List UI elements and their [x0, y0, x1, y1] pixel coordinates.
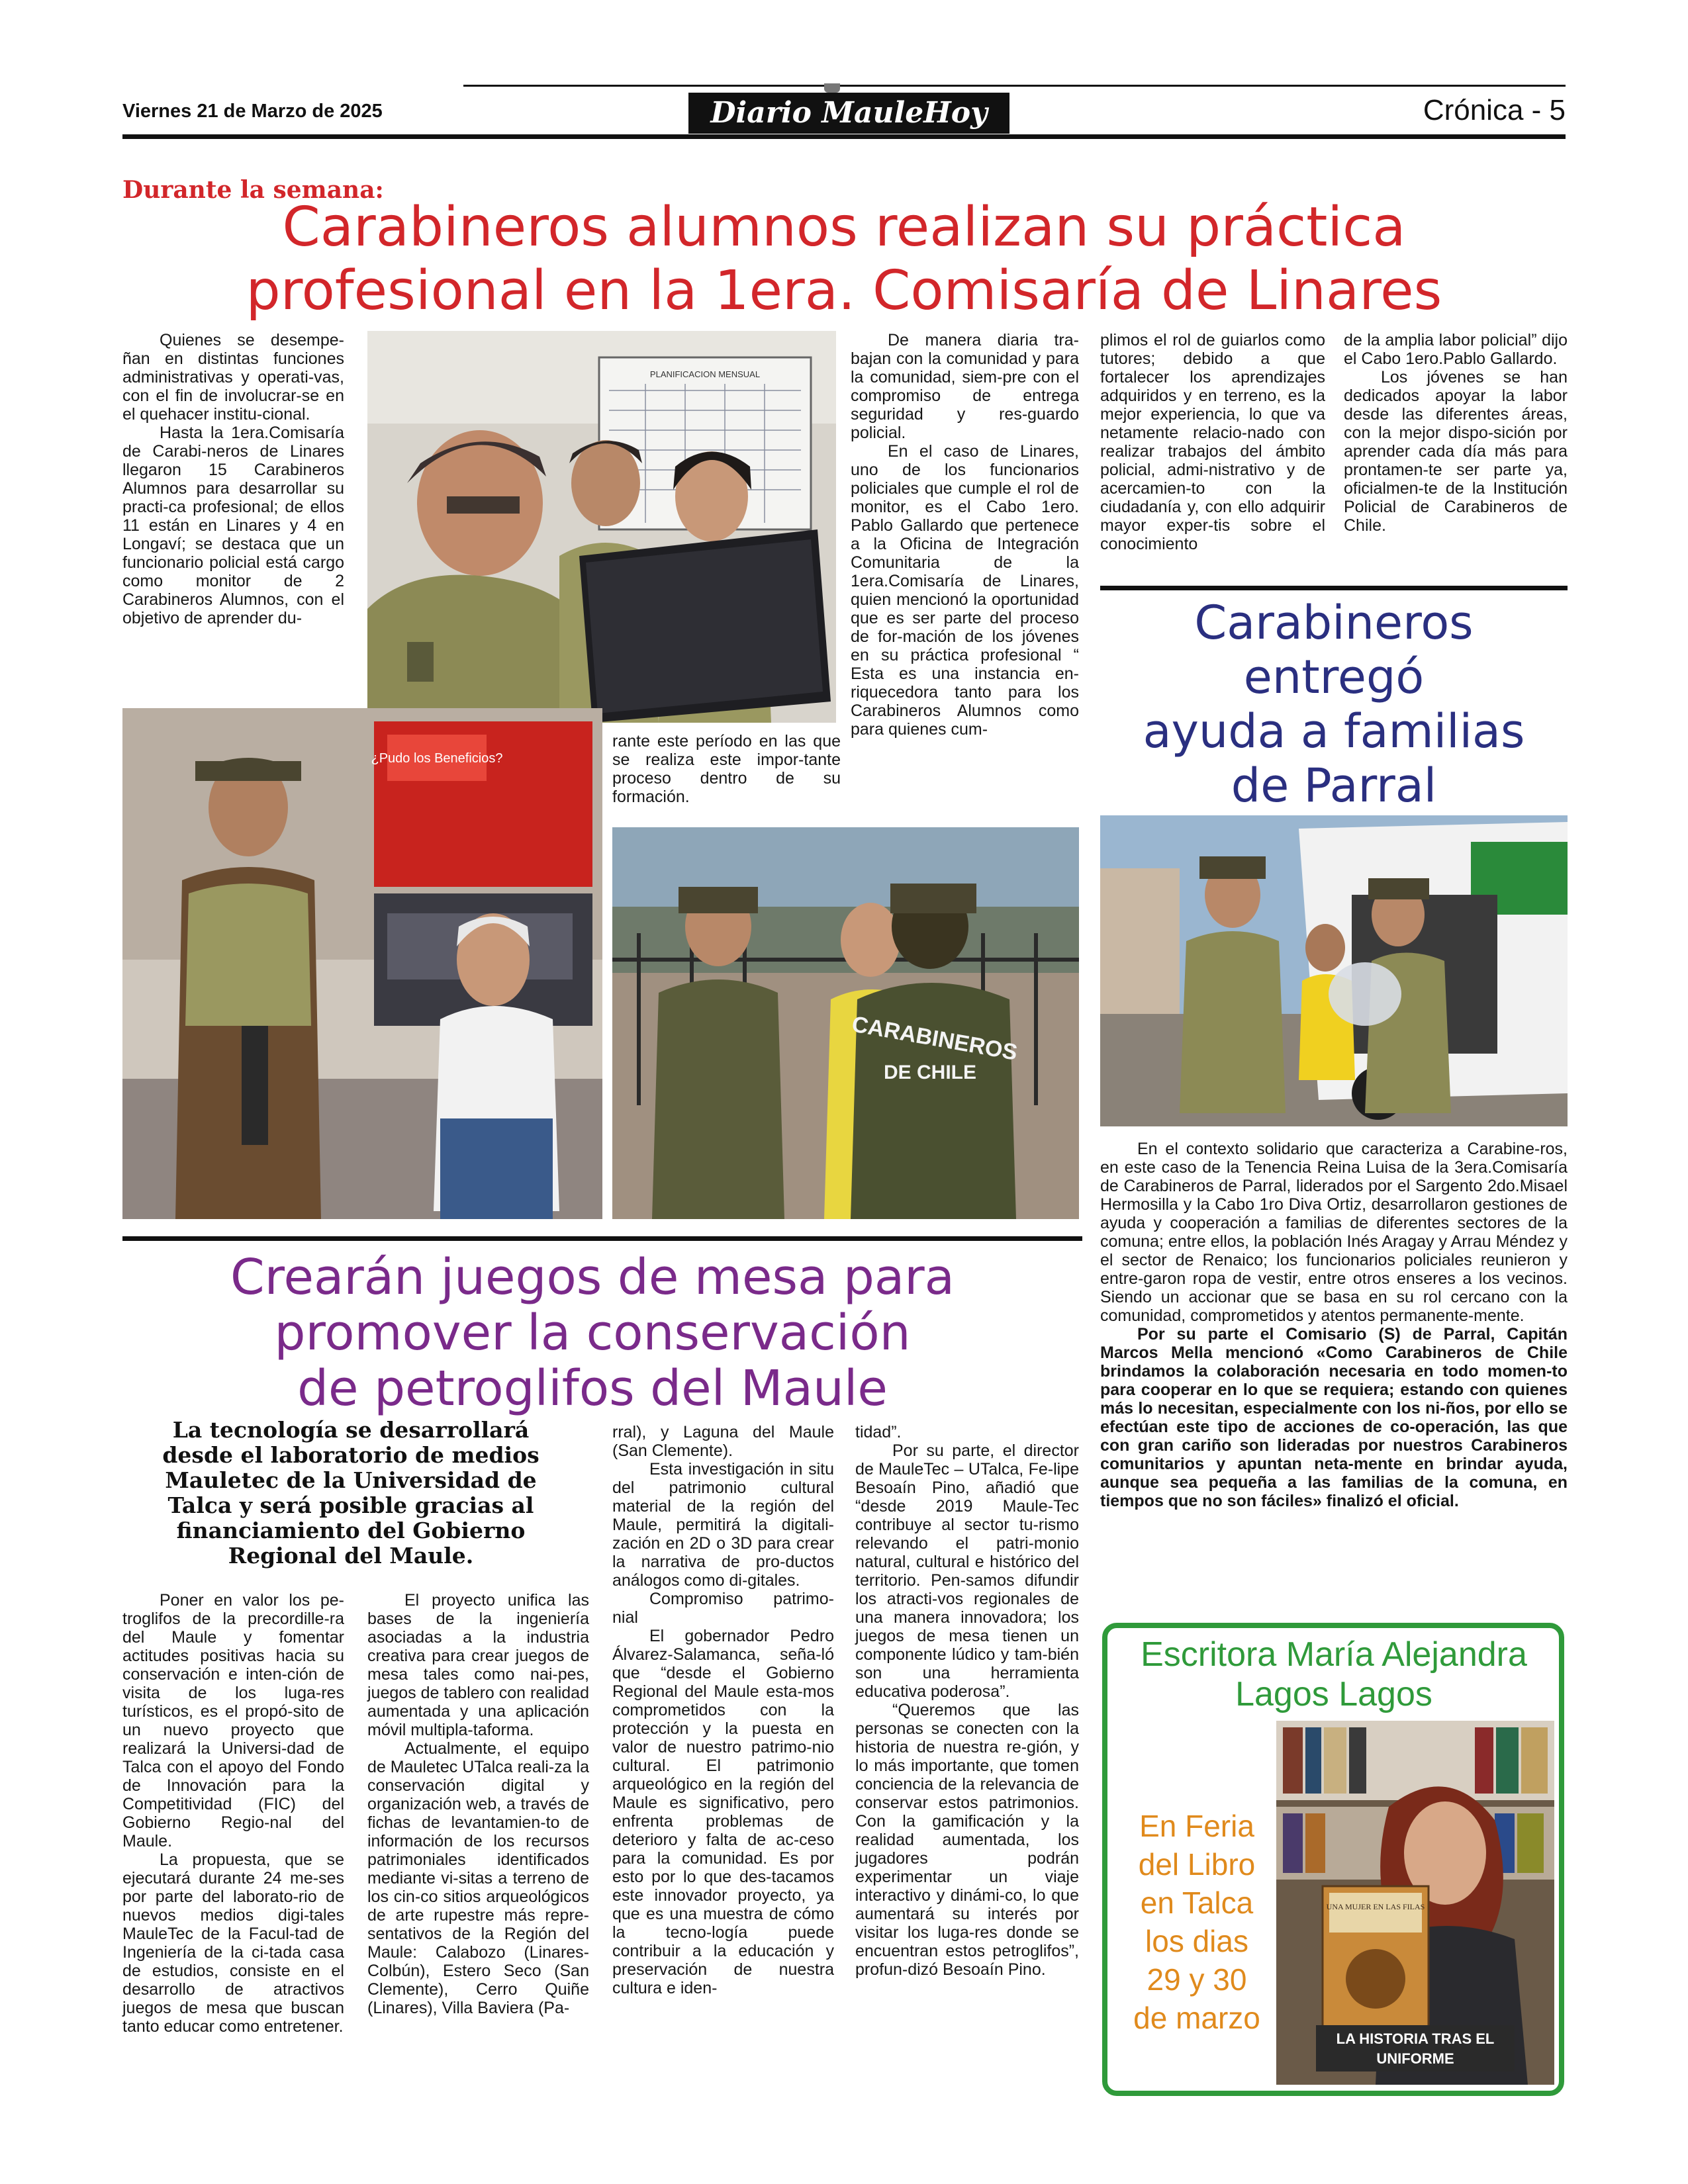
article1-column-4: [1100, 331, 1325, 553]
article3-title-line1: Crearán juegos de mesa para: [230, 1249, 955, 1306]
photo1-board-text: PLANIFICACION MENSUAL: [649, 369, 761, 379]
promo-line: en Talca: [1140, 1886, 1254, 1920]
article3-title: [122, 1250, 1062, 1416]
promo-title-line1: Escritora María Alejandra: [1141, 1635, 1527, 1674]
masthead-bottom-rule: [122, 134, 1566, 139]
paragraph: “Queremos que las personas se conecten con la historia de nuestra re-gión, y lo más importante, que tomen conciencia de la relevancia de conservar estos patrimonios. Con la gamificación y la realidad aumentada, los jugadores podrán experimentar un viaje interactivo y dinámi-co, lo que aumentará su interés por visitar los luga-res donde se encuentran estos petroglifos”, profun-dizó Besoaín Pino.: [855, 1701, 1079, 1979]
article2-title-line2: entregó: [1243, 650, 1425, 704]
article3-column-1: [122, 1591, 344, 2036]
photo-bank-visit: [122, 708, 602, 1219]
article2-title-line3: ayuda a familias: [1143, 704, 1525, 758]
article2-body: [1100, 1140, 1568, 1510]
paragraph: Quienes se desempe-ñan en distintas funciones administrativas y operati-vas, con el fin de involucrar-se en el quehacer institu-cional.: [122, 331, 344, 424]
paragraph: En el caso de Linares, uno de los funcionarios policiales que cumple el rol de monitor, es el Cabo 1ero. Pablo Gallardo que pertenece a la Oficina de Integración Comunitaria de la 1era.Comisaría de Linares, quien mencionó la oportunidad que es ser parte del proceso de for-mación de los jóvenes en su práctica profesional “ Esta es una instancia en-riquecedora tanto para los Carabineros Alumnos como para quienes cum-: [851, 442, 1079, 739]
promo-line: del Libro: [1138, 1847, 1256, 1882]
article3-subtitle: La tecnología se desarrollará desde el laboratorio de medios Mauletec de la Universidad de Talca y será posible gracias al financiamiento del Gobierno Regional del Maule.: [162, 1417, 539, 1569]
article2-top-rule: [1100, 586, 1568, 590]
paragraph: Poner en valor los pe-troglifos de la precordille-ra del Maule y fomentar actitudes positivas hacia su conservación e inten-ción de visita de los luga-res turísticos, es el propó-sito de un nuevo proyecto que realizará la Universi-dad de Talca con el apoyo del Fondo de Innovación para la Competitividad (FIC) del Gobierno Regio-nal del Maule.: [122, 1591, 344, 1850]
promo-banner-line2: UNIFORME: [1376, 2050, 1454, 2067]
promo-line: 29 y 30: [1147, 1962, 1247, 1997]
article3-title-line2: promover la conservación: [274, 1304, 911, 1361]
article1-title-line2: profesional en la 1era. Comisaría de Linares: [246, 259, 1442, 322]
article1-column-1: [122, 331, 344, 627]
masthead-logo: [688, 93, 1009, 134]
paragraph: El gobernador Pedro Álvarez-Salamanca, seña-ló que “desde el Gobierno Regional del Maule esta-mos comprometidos con la protección y la puesta en valor de nuestro patrimo-nio cultural. El patrimonio arqueológico en la región del Maule es significativo, pero enfrenta problemas de deterioro y falta de ac-ceso para la comunidad. Es por esto por lo que des-tacamos este innovador proyecto, ya que es una muestra de cómo la tecno-logía puede contribuir a la educación y preservación de nuestra cultura e iden-: [612, 1627, 834, 1997]
article2-title: [1100, 596, 1568, 813]
photo2-sign-text: ¿Pudo los Beneficios?: [371, 751, 503, 766]
promo-line: En Feria: [1139, 1809, 1254, 1843]
article1-column-3: [851, 331, 1079, 739]
article1-title: [106, 196, 1582, 323]
article2-title-line1: Carabineros: [1194, 596, 1474, 650]
paragraph: Hasta la 1era.Comisaría de Carabi-neros de Linares llegaron 15 Carabineros Alumnos para desarrollar su practi-ca profesional; de ellos 11 están en Linares y 4 en Longaví; se destaca que un funcionario policial está cargo como monitor de 2 Carabineros Alumnos, con el objetivo de aprender du-: [122, 424, 344, 627]
promo-title-line2: Lagos Lagos: [1235, 1675, 1432, 1713]
paragraph: Por su parte el Comisario (S) de Parral, Capitán Marcos Mella mencionó «Como Carabineros de Chile brindamos la colaboración necesaria en todo momen-to para cooperar en lo que se requiera; estando con quienes más lo necesitan, especialmente con los ni-ños, por ello se efectúan este tipo de acciones de co-operación, las que con gran cariño son lideradas por nuestros Carabineros comunitarios y apuntan neta-mente en brindar ayuda, aunque sea pequeña a las familias de la comuna, en tiempos que no son fáciles» finalizó el oficial.: [1100, 1325, 1568, 1510]
paragraph: rral), y Laguna del Maule (San Clemente).: [612, 1423, 834, 1460]
promo-line: los dias: [1145, 1924, 1248, 1958]
photo-street-outreach: [612, 827, 1079, 1219]
photo3-vest-line1: CARABINEROS: [849, 1011, 1019, 1066]
photo-author-with-book: [1276, 1721, 1554, 2085]
paragraph: rante este período en las que se realiza este impor-tante proceso dentro de su formación.: [612, 732, 841, 806]
article3-column-2: [367, 1591, 589, 2017]
book-cover-text: UNA MUJER EN LAS FILAS: [1326, 1902, 1425, 1911]
paragraph: En el contexto solidario que caracteriza a Carabine-ros, en este caso de la Tenencia Reina Luisa de la 3era.Comisaría de Carabineros de Parral, liderados por el Sargento 2do.Misael Hermosilla y la Cabo 1ro Diva Ortiz, desarrollaron gestiones de ayuda y cooperación a familias de diferentes sectores de la comuna; entre ellos, la población Inés Aragay y Arrau Méndez y el sector de Renaico; los funcionarios policiales reunieron y entre-garon ropa de vestir, entre otros enseres a los vecinos. Siendo un accionar que se basa en su rol cercano con la comunidad, comprometidos y atentos permanente-mente.: [1100, 1140, 1568, 1325]
promo-banner-line1: LA HISTORIA TRAS EL: [1336, 2030, 1495, 2047]
masthead-logo-tab: [824, 83, 840, 93]
article3-top-rule: [122, 1236, 1082, 1241]
masthead-logo-text: Diario MauleHoy: [710, 96, 988, 130]
article1-column-5: [1344, 331, 1568, 535]
paragraph: El proyecto unifica las bases de la ingeniería asociadas a la industria creativa para crear juegos de mesa tales como nai-pes, juegos de tablero con realidad aumentada y una aplicación móvil multipla-taforma.: [367, 1591, 589, 1739]
article3-title-line3: de petroglifos del Maule: [297, 1360, 888, 1417]
paragraph: Actualmente, el equipo de Mauletec UTalca reali-za la conservación digital y organización web, a través de fichas de levantamien-to de información de los recursos patrimoniales identificados mediante vi-sitas a terreno de los cin-co sitios arqueológicos de arte rupestre más repre-sentativos de la Región del Maule: Calabozo (Linares-Colbún), Estero Seco (San Clemente), Cerro Quiñe (Linares), Villa Baviera (Pa-: [367, 1739, 589, 2017]
photo-parral-donation: [1100, 815, 1568, 1126]
photo-office-monitoring: [367, 331, 836, 723]
paragraph: de la amplia labor policial” dijo el Cabo 1ero.Pablo Gallardo.: [1344, 331, 1568, 368]
promo-line: de marzo: [1133, 2001, 1260, 2035]
paragraph: plimos el rol de guiarlos como tutores; debido a que fortalecer los aprendizajes adquiridos y en terreno, es la mejor experiencia, lo que va netamente relacio-nado con realizar trabajos del ámbito policial, admi-nistrativo y de acercamien-to con la ciudadanía y, con ello adquirir mayor exper-tis sobre el conocimiento: [1100, 331, 1325, 553]
paragraph: Esta investigación in situ del patrimonio cultural material de la región del Maule, permitirá la digitali-zación en 2D o 3D para crear la narrativa de pro-ductos análogos como di-gitales.: [612, 1460, 834, 1590]
paragraph: tidad”.: [855, 1423, 902, 1441]
paragraph: Por su parte, el director de MauleTec – UTalca, Fe-lipe Besoaín Pino, añadió que “desde 2019 Maule-Tec contribuye al sector tu-rismo relevando el patri-monio natural, cultural e histórico del territorio. Pen-samos difundir los atracti-vos regionales de una manera innovadora; los juegos de mesa tienen un componente lúdico y tam-bién son una herramienta educativa poderosa”.: [855, 1441, 1079, 1701]
masthead-section: Crónica - 5: [1423, 94, 1566, 126]
promo-title: [1109, 1635, 1559, 1714]
paragraph: De manera diaria tra-bajan con la comunidad y para la comunidad, siem-pre con el compromiso de entrega seguridad y res-guardo policial.: [851, 331, 1079, 442]
article3-column-3: [612, 1423, 834, 1997]
paragraph: Los jóvenes se han dedicados apoyar la labor desde las diferentes áreas, con la mejor dispo-sición por aprender cada día más para prontamen-te ser parte ya, oficialmen-te de la Institución Policial de Carabineros de Chile.: [1344, 368, 1568, 535]
article2-title-line4: de Parral: [1231, 758, 1437, 813]
article1-column-2-tail: [612, 732, 841, 806]
article3-column-4: [855, 1423, 1079, 1979]
article1-kicker: Durante la semana:: [122, 176, 384, 204]
paragraph: Compromiso patrimo-nial: [612, 1590, 834, 1627]
article1-title-line1: Carabineros alumnos realizan su práctica: [282, 196, 1406, 259]
masthead-top-rule: [463, 85, 1566, 87]
promo-event-details: [1117, 1807, 1276, 2037]
photo3-vest-line2: DE CHILE: [883, 1062, 977, 1083]
paragraph: La propuesta, que se ejecutará durante 24 me-ses por parte del laborato-rio de nuevos medios digi-tales MauleTec de la Facul-tad de Ingeniería de la ci-tada casa de estudios, consiste en el desarrollo de atractivos juegos de mesa que buscan tanto educar como entretener.: [122, 1850, 344, 2036]
masthead-date: Viernes 21 de Marzo de 2025: [122, 101, 383, 122]
